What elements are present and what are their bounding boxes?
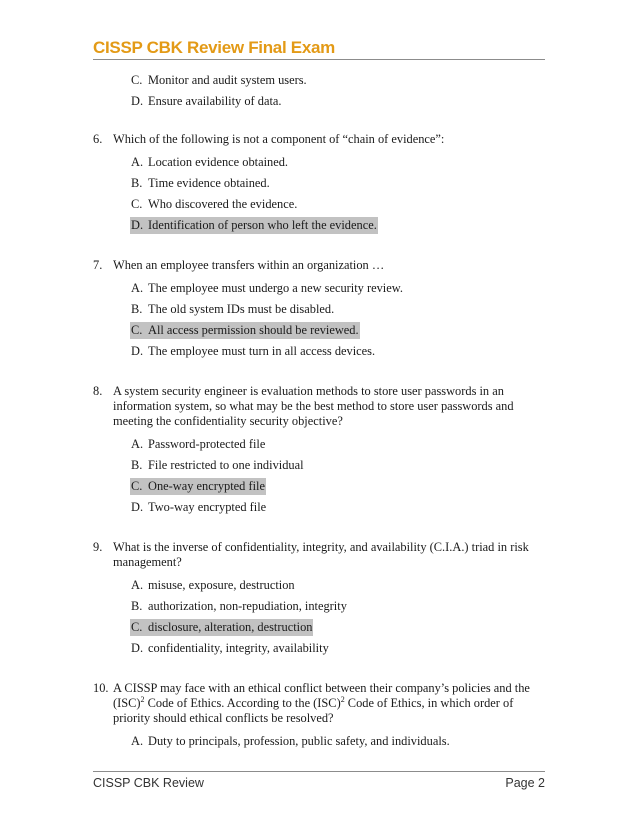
answer-text: All access permission should be reviewed.	[148, 323, 359, 337]
question-10	[93, 681, 553, 726]
footer-title: CISSP CBK Review	[93, 776, 204, 790]
answer-letter: B.	[131, 599, 143, 613]
answer-letter: D.	[131, 344, 144, 358]
answer-option	[130, 455, 553, 476]
question-text: What is the inverse of confidentiality, integrity, and availability (C.I.A.) triad in risk management?	[113, 540, 529, 569]
answer-letter: D.	[131, 641, 144, 655]
footer-divider	[93, 771, 545, 772]
answer-letter: C.	[131, 73, 143, 87]
answer-text: misuse, exposure, destruction	[148, 578, 295, 592]
answer-letter: A.	[131, 437, 144, 451]
answer-letter: A.	[131, 281, 144, 295]
answer-text: Ensure availability of data.	[148, 94, 282, 108]
answer-text: Identification of person who left the evidence.	[148, 218, 377, 232]
answer-option	[130, 575, 553, 596]
answer-letter: D.	[131, 94, 144, 108]
question-text-part: Code of Ethics, in which order of priority should ethical conflicts be resolved?	[113, 696, 514, 725]
question-number: 6.	[93, 132, 103, 146]
answer-list	[130, 70, 553, 112]
answer-list	[130, 434, 553, 518]
answer-option	[130, 434, 553, 455]
answer-letter: A.	[131, 155, 144, 169]
answer-text: Monitor and audit system users.	[148, 73, 307, 87]
answer-letter: C.	[131, 323, 143, 337]
answer-letter: A.	[131, 578, 144, 592]
question-text: When an employee transfers within an organization …	[113, 258, 385, 272]
answer-letter: B.	[131, 176, 143, 190]
answer-option	[130, 341, 553, 362]
answer-letter: C.	[131, 620, 143, 634]
answer-option	[130, 70, 553, 91]
answer-text: Time evidence obtained.	[148, 176, 270, 190]
answer-option	[130, 194, 553, 215]
answer-letter: C.	[131, 479, 143, 493]
question-number: 10.	[93, 681, 109, 695]
header-divider	[93, 59, 545, 60]
answer-list	[130, 731, 553, 752]
answer-text: Location evidence obtained.	[148, 155, 289, 169]
answer-text: Duty to principals, profession, public safety, and individuals.	[148, 734, 450, 748]
question-text	[113, 681, 553, 726]
answer-letter: D.	[131, 500, 144, 514]
answer-text: disclosure, alteration, destruction	[148, 620, 313, 634]
answer-text: Two-way encrypted file	[148, 500, 267, 514]
superscript: 2	[340, 694, 345, 704]
answer-list	[130, 575, 553, 659]
question-number: 7.	[93, 258, 103, 272]
answer-list	[130, 278, 553, 362]
answer-option	[130, 596, 553, 617]
answer-option-highlighted	[130, 476, 553, 497]
answer-option-highlighted	[130, 320, 553, 341]
answer-letter: B.	[131, 302, 143, 316]
question-text: Which of the following is not a component of “chain of evidence”:	[113, 132, 445, 146]
question-9	[93, 540, 553, 570]
page-footer	[93, 776, 545, 790]
answer-option	[130, 278, 553, 299]
question-7	[93, 258, 553, 273]
answer-letter: C.	[131, 197, 143, 211]
answer-option-highlighted	[130, 617, 553, 638]
superscript: 2	[140, 694, 145, 704]
page-header	[93, 38, 545, 58]
answer-letter: A.	[131, 734, 144, 748]
question-8	[93, 384, 553, 429]
document-title: CISSP CBK Review Final Exam	[93, 38, 335, 57]
answer-option	[130, 497, 553, 518]
question-number: 9.	[93, 540, 103, 554]
question-text-part: Code of Ethics. According to the (ISC)	[144, 696, 341, 710]
answer-option-highlighted	[130, 215, 553, 236]
answer-text: Password-protected file	[148, 437, 266, 451]
page-number: Page 2	[505, 776, 545, 790]
question-number: 8.	[93, 384, 103, 398]
answer-text: confidentiality, integrity, availability	[148, 641, 329, 655]
answer-option	[130, 638, 553, 659]
answer-option	[130, 91, 553, 112]
answer-letter: D.	[131, 218, 144, 232]
answer-text: One-way encrypted file	[148, 479, 265, 493]
answer-option	[130, 299, 553, 320]
question-text-part: A CISSP may face with an ethical conflict between their company’s policies and the (ISC)	[113, 681, 530, 710]
answer-text: authorization, non-repudiation, integrity	[148, 599, 347, 613]
answer-text: File restricted to one individual	[148, 458, 304, 472]
answer-letter: B.	[131, 458, 143, 472]
answer-option	[130, 152, 553, 173]
question-text: A system security engineer is evaluation methods to store user passwords in an information system, so what may be the best method to store user passwords and meeting the confidentiality security objective?	[113, 384, 514, 428]
answer-option	[130, 731, 553, 752]
answer-text: The employee must turn in all access devices.	[148, 344, 376, 358]
question-6	[93, 132, 553, 147]
answer-list	[130, 152, 553, 236]
answer-option	[130, 173, 553, 194]
exam-content	[93, 70, 553, 752]
answer-text: The old system IDs must be disabled.	[148, 302, 335, 316]
answer-text: Who discovered the evidence.	[148, 197, 298, 211]
answer-text: The employee must undergo a new security review.	[148, 281, 403, 295]
